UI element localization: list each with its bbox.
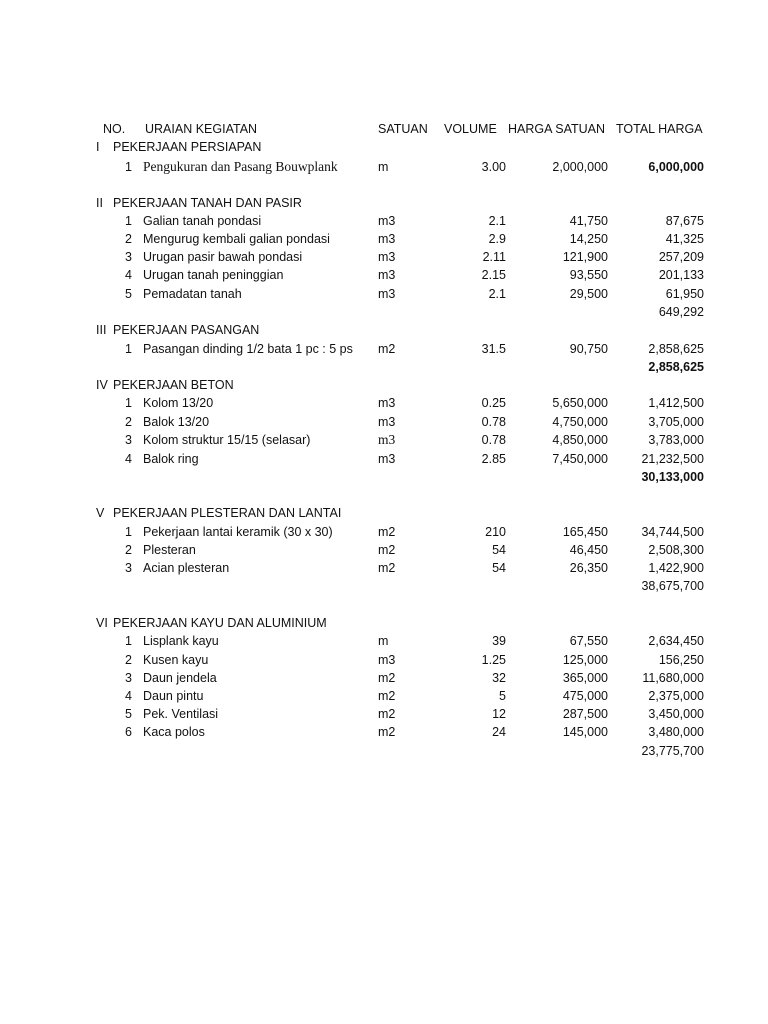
table-row [0, 541, 768, 559]
section-heading [0, 321, 768, 339]
item-no: 3 [125, 561, 132, 575]
header-total-price: TOTAL HARGA [616, 122, 703, 136]
item-unit-price: 46,450 [569, 543, 608, 557]
item-volume: 2.11 [482, 250, 506, 264]
item-total: 21,232,500 [641, 452, 704, 466]
table-row [0, 158, 768, 176]
item-unit: m3 [378, 452, 396, 466]
item-no: 2 [125, 232, 132, 246]
item-total: 11,680,000 [642, 671, 704, 685]
item-description: Balok ring [143, 452, 199, 466]
item-unit-price: 29,500 [569, 287, 608, 301]
section-subtotal [0, 742, 768, 760]
item-unit: m3 [378, 432, 396, 447]
item-volume: 2.9 [488, 232, 506, 246]
item-total: 2,375,000 [648, 689, 704, 703]
item-total: 3,783,000 [648, 433, 704, 447]
item-total: 257,209 [658, 250, 704, 264]
item-unit-price: 41,750 [569, 214, 608, 228]
item-unit-price: 26,350 [569, 561, 608, 575]
item-unit-price: 121,900 [562, 250, 608, 264]
subtotal-value: 2,858,625 [648, 360, 704, 374]
item-unit-price: 475,000 [562, 689, 608, 703]
item-total: 2,858,625 [648, 342, 704, 356]
item-total: 1,412,500 [648, 396, 704, 410]
item-unit-price: 90,750 [569, 342, 608, 356]
item-unit-price: 4,850,000 [552, 433, 608, 447]
item-unit: m3 [378, 268, 396, 282]
item-no: 3 [125, 671, 132, 685]
item-unit-price: 67,550 [569, 634, 608, 648]
item-description: Pasangan dinding 1/2 bata 1 pc : 5 ps [143, 342, 353, 356]
table-row [0, 248, 768, 266]
item-unit-price: 145,000 [562, 725, 608, 739]
table-row [0, 266, 768, 284]
item-unit: m3 [378, 232, 396, 246]
section-numeral: IV [96, 378, 108, 392]
table-row [0, 450, 768, 468]
item-total: 34,744,500 [641, 525, 704, 539]
table-row [0, 523, 768, 541]
table-row [0, 394, 768, 412]
item-no: 2 [125, 543, 132, 557]
item-total: 61,950 [665, 287, 704, 301]
section-heading [0, 194, 768, 212]
item-volume: 2.15 [481, 268, 506, 282]
item-unit: m2 [378, 561, 396, 575]
item-volume: 2.1 [488, 214, 506, 228]
item-total: 2,634,450 [648, 634, 704, 648]
item-no: 5 [125, 707, 132, 721]
item-unit: m3 [378, 415, 396, 429]
item-volume: 31.5 [481, 342, 506, 356]
section-numeral: III [96, 323, 107, 337]
item-no: 1 [125, 342, 132, 356]
table-row [0, 230, 768, 248]
section-title: PEKERJAAN KAYU DAN ALUMINIUM [113, 616, 327, 630]
item-description: Balok 13/20 [143, 415, 210, 429]
item-volume: 0.78 [481, 415, 506, 429]
item-volume: 1.25 [481, 653, 506, 667]
table-row [0, 285, 768, 303]
item-no: 4 [125, 452, 132, 466]
item-total: 3,450,000 [648, 707, 704, 721]
item-unit: m2 [378, 707, 396, 721]
item-description: Kolom struktur 15/15 (selasar) [143, 433, 311, 447]
item-unit: m2 [378, 671, 396, 685]
item-description: Acian plesteran [143, 561, 230, 575]
section-title: PEKERJAAN TANAH DAN PASIR [113, 196, 302, 210]
item-total: 6,000,000 [648, 160, 704, 174]
item-total: 3,705,000 [648, 415, 704, 429]
item-unit: m3 [378, 653, 396, 667]
item-description: Daun pintu [143, 689, 204, 703]
item-description: Kusen kayu [143, 653, 209, 667]
item-unit-price: 125,000 [562, 653, 608, 667]
item-no: 1 [125, 634, 132, 648]
item-volume: 2.85 [481, 452, 506, 466]
header-no: NO. [103, 122, 126, 136]
item-unit-price: 14,250 [569, 232, 608, 246]
item-volume: 5 [499, 689, 506, 703]
item-no: 3 [125, 433, 132, 447]
item-volume: 0.25 [481, 396, 506, 410]
item-total: 41,325 [665, 232, 704, 246]
item-unit: m [378, 160, 389, 174]
item-no: 1 [125, 396, 132, 410]
item-description: Urugan pasir bawah pondasi [143, 250, 303, 264]
item-unit: m [378, 634, 389, 648]
item-total: 87,675 [665, 214, 704, 228]
section-title: PEKERJAAN BETON [113, 378, 234, 392]
section-subtotal [0, 303, 768, 321]
item-total: 201,133 [658, 268, 704, 282]
section-subtotal [0, 577, 768, 595]
item-volume: 2.1 [488, 287, 506, 301]
subtotal-value: 23,775,700 [641, 744, 704, 758]
item-description: Urugan tanah peninggian [143, 268, 284, 282]
table-row [0, 413, 768, 431]
table-row [0, 559, 768, 577]
item-description: Kolom 13/20 [143, 396, 214, 410]
item-description: Pekerjaan lantai keramik (30 x 30) [143, 525, 333, 539]
item-description: Pemadatan tanah [143, 287, 242, 301]
section-title: PEKERJAAN PLESTERAN DAN LANTAI [113, 506, 342, 520]
item-volume: 12 [492, 707, 506, 721]
item-unit: m3 [378, 287, 396, 301]
item-description: Plesteran [143, 543, 196, 557]
item-total: 2,508,300 [648, 543, 704, 557]
item-volume: 54 [492, 561, 506, 575]
item-description: Pek. Ventilasi [143, 707, 219, 721]
item-volume: 32 [492, 671, 506, 685]
item-unit: m2 [378, 543, 396, 557]
item-total: 1,422,900 [648, 561, 704, 575]
item-volume: 54 [492, 543, 506, 557]
section-subtotal [0, 468, 768, 486]
subtotal-value: 30,133,000 [641, 470, 704, 484]
item-unit-price: 165,450 [562, 525, 608, 539]
header-description: URAIAN KEGIATAN [145, 122, 258, 136]
table-row [0, 431, 768, 449]
item-unit-price: 7,450,000 [552, 452, 608, 466]
item-no: 2 [125, 415, 132, 429]
item-unit: m2 [378, 689, 396, 703]
table-row [0, 723, 768, 741]
item-no: 4 [125, 689, 132, 703]
header-unit: SATUAN [378, 122, 428, 136]
table-row [0, 705, 768, 723]
item-unit-price: 93,550 [569, 268, 608, 282]
item-total: 156,250 [658, 653, 704, 667]
section-heading [0, 138, 768, 156]
section-title: PEKERJAAN PERSIAPAN [113, 140, 262, 154]
section-title: PEKERJAAN PASANGAN [113, 323, 260, 337]
table-row [0, 687, 768, 705]
item-volume: 0.78 [481, 433, 506, 447]
item-unit: m2 [378, 525, 396, 539]
item-no: 5 [125, 287, 132, 301]
item-description: Galian tanah pondasi [143, 214, 262, 228]
item-description: Mengurug kembali galian pondasi [143, 232, 330, 246]
item-no: 1 [125, 525, 132, 539]
item-no: 2 [125, 653, 132, 667]
subtotal-value: 38,675,700 [641, 579, 704, 593]
item-no: 6 [125, 725, 132, 739]
item-volume: 39 [492, 634, 506, 648]
item-no: 3 [125, 250, 132, 264]
item-unit: m2 [378, 342, 396, 356]
header-unit-price: HARGA SATUAN [508, 122, 606, 136]
section-heading [0, 614, 768, 632]
item-unit-price: 2,000,000 [552, 160, 608, 174]
section-numeral: V [96, 506, 105, 520]
item-unit-price: 4,750,000 [552, 415, 608, 429]
table-row [0, 340, 768, 358]
item-no: 4 [125, 268, 132, 282]
subtotal-value: 649,292 [658, 305, 704, 319]
section-heading [0, 376, 768, 394]
table-row [0, 651, 768, 669]
item-description: Pengukuran dan Pasang Bouwplank [143, 159, 338, 174]
item-description: Kaca polos [143, 725, 205, 739]
table-row [0, 632, 768, 650]
item-volume: 3.00 [481, 160, 506, 174]
item-volume: 210 [485, 525, 506, 539]
item-description: Lisplank kayu [143, 634, 219, 648]
item-unit: m3 [378, 396, 396, 410]
item-volume: 24 [492, 725, 506, 739]
item-unit-price: 365,000 [562, 671, 608, 685]
table-row [0, 669, 768, 687]
item-description: Daun jendela [143, 671, 217, 685]
item-unit: m2 [378, 725, 396, 739]
section-numeral: II [96, 196, 103, 210]
section-numeral: I [96, 140, 100, 154]
item-no: 1 [125, 160, 132, 174]
section-numeral: VI [96, 616, 108, 630]
item-total: 3,480,000 [648, 725, 704, 739]
item-unit: m3 [378, 250, 396, 264]
section-heading [0, 504, 768, 522]
table-row [0, 212, 768, 230]
header-volume: VOLUME [444, 122, 497, 136]
item-unit: m3 [378, 214, 396, 228]
item-unit-price: 287,500 [562, 707, 608, 721]
section-subtotal [0, 358, 768, 376]
table-header [0, 120, 768, 138]
item-no: 1 [125, 214, 132, 228]
item-unit-price: 5,650,000 [552, 396, 608, 410]
